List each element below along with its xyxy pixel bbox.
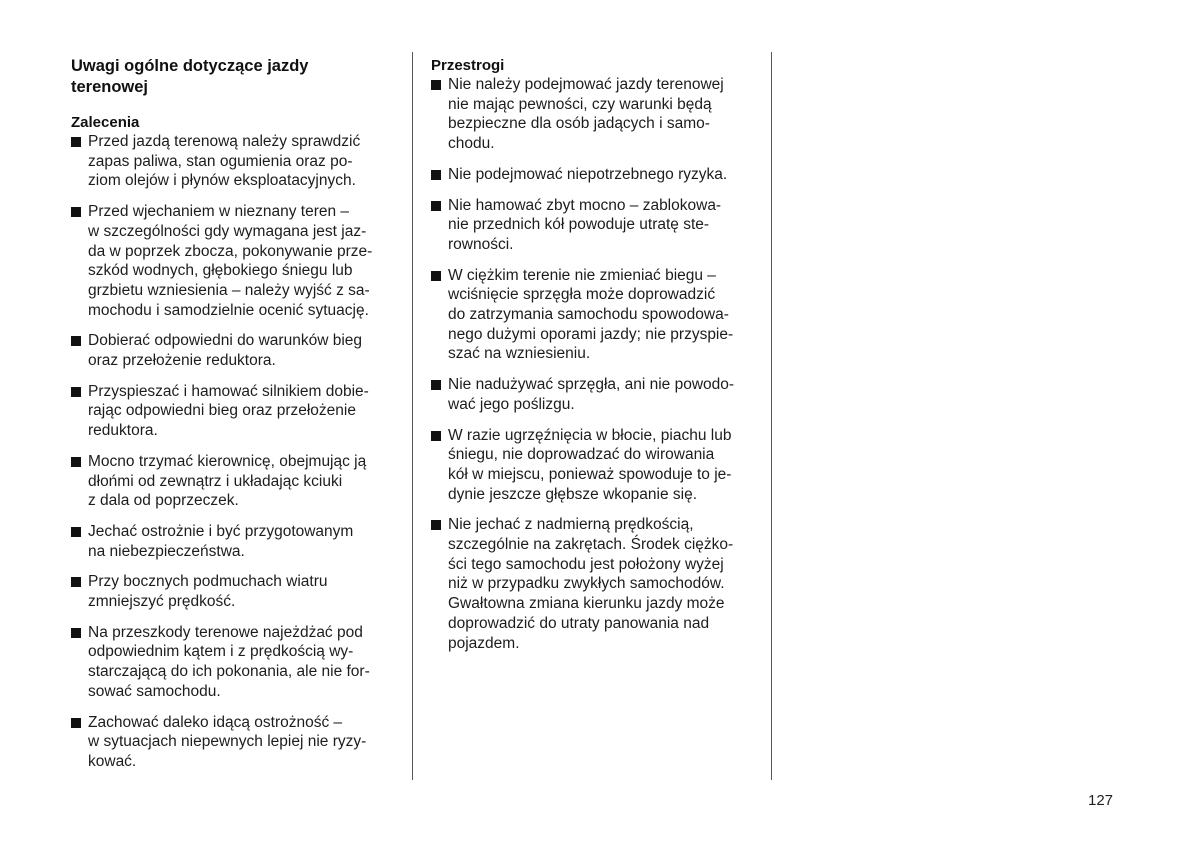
recommendations-heading: Zalecenia <box>71 114 140 131</box>
page-number: 127 <box>1088 792 1114 809</box>
list-item: Mocno trzymać kierownicę, obejmując ją dłońmi od zewnątrz i układając kciuki z dala od poprzeczek. <box>71 452 401 511</box>
square-bullet-icon <box>431 380 441 390</box>
list-item: Zachować daleko idącą ostrożność – w sytuacjach niepewnych lepiej nie ryzy- kować. <box>71 713 401 772</box>
square-bullet-icon <box>71 336 81 346</box>
recommendations-list <box>71 132 401 772</box>
column-divider <box>412 52 413 780</box>
list-item: Jechać ostrożnie i być przygotowanym na niebezpieczeństwa. <box>71 522 401 561</box>
list-item: Przyspieszać i hamować silnikiem dobie- rając odpowiedni bieg oraz przełożenie reduktora. <box>71 382 401 441</box>
square-bullet-icon <box>431 431 441 441</box>
list-item: W razie ugrzęźnięcia w błocie, piachu lub śniegu, nie doprowadzać do wirowania kół w miejscu, ponieważ spowoduje to je- dynie jeszcze głębsze wkopanie się. <box>431 426 761 505</box>
list-item: Nie należy podejmować jazdy terenowej nie mając pewności, czy warunki będą bezpieczne dla osób jadących i samo- chodu. <box>431 75 761 154</box>
square-bullet-icon <box>431 271 441 281</box>
list-item: Przed jazdą terenową należy sprawdzić zapas paliwa, stan ogumienia oraz po- ziom olejów i płynów eksploatacyjnych. <box>71 132 401 191</box>
square-bullet-icon <box>71 577 81 587</box>
left-column <box>71 56 401 783</box>
list-item: Nie podejmować niepotrzebnego ryzyka. <box>431 165 761 185</box>
warnings-list <box>431 75 761 653</box>
square-bullet-icon <box>431 80 441 90</box>
warnings-heading: Przestrogi <box>431 57 505 74</box>
list-item: Nie nadużywać sprzęgła, ani nie powodo- wać jego poślizgu. <box>431 375 761 414</box>
section-title: Uwagi ogólne dotyczące jazdy terenowej <box>71 57 309 96</box>
square-bullet-icon <box>431 201 441 211</box>
list-item: Przed wjechaniem w nieznany teren – w szczególności gdy wymagana jest jaz- da w poprzek zbocza, pokonywanie prze- szkód wodnych, głębokiego śniegu lub grzbietu wzniesienia – należy wyjść z sa- mochodu i samodzielnie ocenić sytuację. <box>71 202 401 320</box>
list-item: W ciężkim terenie nie zmieniać biegu – wciśnięcie sprzęgła może doprowadzić do zatrzymania samochodu spowodowa- nego dużymi oporami jazdy; nie przyspie- szać na wzniesieniu. <box>431 266 761 365</box>
square-bullet-icon <box>71 207 81 217</box>
square-bullet-icon <box>431 520 441 530</box>
column-divider <box>771 52 772 780</box>
square-bullet-icon <box>71 718 81 728</box>
list-item: Na przeszkody terenowe najeżdżać pod odpowiednim kątem i z prędkością wy- starczającą do ich pokonania, ale nie for- sować samochodu. <box>71 623 401 702</box>
list-item: Nie jechać z nadmierną prędkością, szczególnie na zakrętach. Środek ciężko- ści tego samochodu jest położony wyżej niż w przypadku zwykłych samochodów. Gwałtowna zmiana kierunku jazdy może doprowadzić do utraty panowania nad pojazdem. <box>431 515 761 653</box>
square-bullet-icon <box>71 457 81 467</box>
square-bullet-icon <box>71 137 81 147</box>
right-column <box>431 56 761 664</box>
square-bullet-icon <box>71 527 81 537</box>
square-bullet-icon <box>431 170 441 180</box>
square-bullet-icon <box>71 628 81 638</box>
square-bullet-icon <box>71 387 81 397</box>
list-item: Nie hamować zbyt mocno – zablokowa- nie przednich kół powoduje utratę ste- rowności. <box>431 196 761 255</box>
list-item: Przy bocznych podmuchach wiatru zmniejszyć prędkość. <box>71 572 401 611</box>
list-item: Dobierać odpowiedni do warunków bieg oraz przełożenie reduktora. <box>71 331 401 370</box>
